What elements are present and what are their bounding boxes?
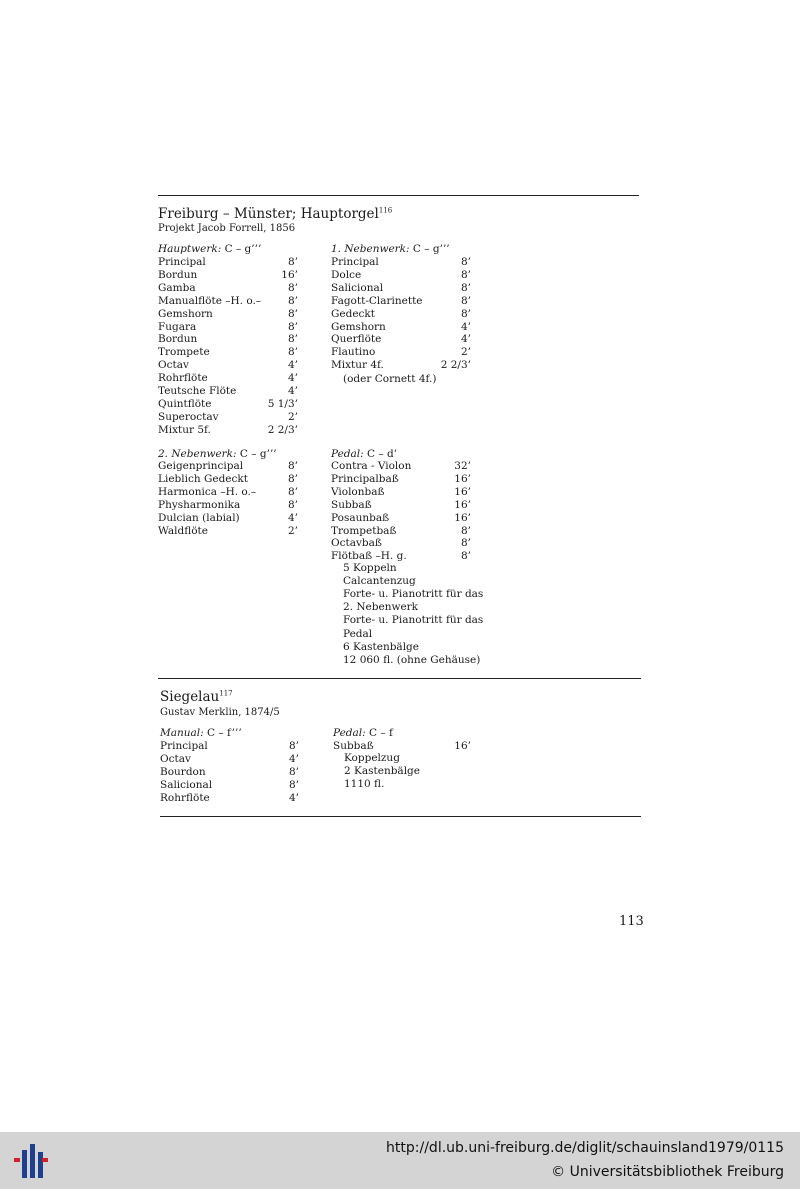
- note-line: 2. Nebenwerk: [343, 601, 419, 614]
- stop-name: Trompetbaß: [331, 524, 397, 537]
- stop-name: Gedeckt: [331, 307, 375, 320]
- stop-name: Mixtur 4f.: [331, 359, 384, 372]
- note-line: 2 Kastenbälge: [344, 765, 420, 777]
- stop-name: Bordun: [158, 268, 198, 281]
- stop-name: Principal: [331, 256, 379, 268]
- note-line: Koppelzug: [344, 752, 400, 764]
- stop-name: Bordun: [158, 333, 198, 346]
- nebenwerk1-note: (oder Cornett 4f.): [343, 373, 437, 385]
- middle-rule: [158, 678, 641, 679]
- stop-size: 2’: [287, 524, 298, 537]
- section1-footnote-ref: 116: [378, 206, 393, 215]
- stop-size: 8’: [460, 307, 471, 320]
- stop-name: Octavbaß: [331, 537, 382, 550]
- stop-name: Principal: [160, 740, 208, 752]
- stop-size: 8’: [287, 294, 298, 307]
- stop-name: Principalbaß: [331, 472, 399, 485]
- stop-size: 8’: [287, 281, 298, 294]
- stop-size: 8’: [287, 256, 298, 268]
- stop-name: Manualflöte –H. o.–: [158, 294, 262, 307]
- stop-size: 2 2/3’: [267, 423, 298, 436]
- stop-name: Contra - Violon: [331, 460, 412, 472]
- stop-name: Subbaß: [333, 740, 374, 752]
- bottom-rule: [160, 816, 641, 817]
- section2-title: Siegelau$^{117}$: [160, 689, 233, 705]
- stop-size: 4’: [460, 320, 471, 333]
- pedal2-heading: Pedal: C – f: [333, 727, 393, 739]
- stop-size: 8’: [288, 779, 299, 791]
- stop-name: Fagott-Clarinette: [331, 294, 423, 307]
- stop-name: Rohrflöte: [158, 372, 208, 385]
- note-line: Pedal: [343, 627, 373, 640]
- nebenwerk2-heading: 2. Nebenwerk: C – g’’’: [158, 448, 277, 460]
- stop-size: 8’: [460, 550, 471, 563]
- stop-name: Violonbaß: [331, 485, 385, 498]
- stop-size: 8’: [287, 346, 298, 359]
- note-line: 1110 fl.: [344, 778, 385, 790]
- stop-name: Quintflöte: [158, 397, 212, 410]
- stop-name: Harmonica –H. o.–: [158, 485, 257, 498]
- stop-name: Geigenprincipal: [158, 460, 244, 472]
- stop-size: 16’: [454, 740, 471, 752]
- stop-name: Mixtur 5f.: [158, 423, 211, 436]
- stop-size: 8’: [460, 256, 471, 268]
- stop-size: 8’: [287, 307, 298, 320]
- stop-size: 8’: [287, 333, 298, 346]
- stop-name: Flautino: [331, 346, 376, 359]
- note-line: 5 Koppeln: [343, 562, 397, 574]
- pedal1-heading: Pedal: C – d’: [331, 448, 398, 460]
- stop-name: Flötbaß –H. g.: [331, 550, 407, 563]
- ub-freiburg-logo-icon: [10, 1142, 50, 1180]
- stop-name: Salicional: [331, 281, 384, 294]
- stop-name: Dulcian (labial): [158, 511, 240, 524]
- stop-name: Teutsche Flöte: [158, 385, 237, 397]
- footer-band: [0, 1132, 800, 1189]
- hauptwerk-heading: Hauptwerk: C – g’’’: [158, 243, 262, 255]
- stop-size: 2’: [287, 410, 298, 423]
- page-number: 113: [619, 914, 644, 929]
- stop-size: 8’: [287, 498, 298, 511]
- stop-name: Trompete: [158, 346, 210, 359]
- footer-copyright: © Universitätsbibliothek Freiburg: [551, 1164, 784, 1180]
- stop-name: Physharmonika: [158, 498, 241, 511]
- stop-name: Superoctav: [158, 410, 219, 423]
- note-line: Forte- u. Pianotritt für das: [343, 614, 484, 627]
- section1-subtitle: Projekt Jacob Forrell, 1856: [158, 223, 296, 234]
- stop-name: Octav: [158, 359, 189, 372]
- stop-size: 8’: [288, 766, 299, 778]
- note-line: Calcantenzug: [343, 575, 416, 588]
- stop-name: Fugara: [158, 320, 197, 333]
- footer-url-link[interactable]: http://dl.ub.uni-freiburg.de/diglit/schauinsland1979/0115: [386, 1140, 784, 1156]
- section2-footnote-ref: 117: [219, 689, 233, 698]
- stop-size: 8’: [287, 320, 298, 333]
- stop-size: 8’: [460, 524, 471, 537]
- stop-size: 8’: [287, 485, 298, 498]
- stop-name: Principal: [158, 256, 206, 268]
- stop-size: 4’: [287, 511, 298, 524]
- stop-name: Waldflöte: [158, 524, 208, 537]
- stop-name: Lieblich Gedeckt: [158, 472, 248, 485]
- stop-name: Salicional: [160, 779, 213, 791]
- stop-name: Bourdon: [160, 766, 206, 778]
- stop-size: 16’: [454, 498, 471, 511]
- stop-name: Rohrflöte: [160, 792, 210, 804]
- stop-size: 16’: [454, 472, 471, 485]
- section2-subtitle: Gustav Merklin, 1874/5: [160, 707, 280, 718]
- stop-size: 4’: [460, 333, 471, 346]
- stop-size: 8’: [460, 281, 471, 294]
- manual-heading: Manual: C – f’’’: [160, 727, 242, 739]
- stop-size: 16’: [281, 268, 298, 281]
- stop-size: 4’: [287, 385, 298, 397]
- stop-name: Gamba: [158, 281, 196, 294]
- stop-size: 2’: [460, 346, 471, 359]
- note-line: 6 Kastenbälge: [343, 640, 419, 653]
- stop-name: Gemshorn: [158, 307, 213, 320]
- stop-size: 4’: [288, 753, 299, 765]
- stop-size: 8’: [288, 740, 299, 752]
- stop-size: 5 1/3’: [267, 397, 298, 410]
- stop-name: Octav: [160, 753, 191, 765]
- stop-size: 8’: [460, 537, 471, 550]
- stop-name: Querflöte: [331, 333, 382, 346]
- stop-size: 4’: [287, 372, 298, 385]
- note-line: Forte- u. Pianotritt für das: [343, 588, 484, 601]
- stop-size: 8’: [460, 294, 471, 307]
- stop-name: Dolce: [331, 268, 362, 281]
- section1-title: Freiburg – Münster; Hauptorgel$^{116}$: [158, 206, 393, 222]
- stop-size: 32’: [454, 460, 471, 472]
- stop-size: 16’: [454, 485, 471, 498]
- stop-size: 4’: [288, 792, 299, 804]
- nebenwerk1-heading: 1. Nebenwerk: C – g’’’: [331, 243, 450, 255]
- stop-name: Gemshorn: [331, 320, 386, 333]
- stop-size: 8’: [460, 268, 471, 281]
- stop-size: 2 2/3’: [440, 359, 471, 372]
- top-rule: [158, 195, 639, 196]
- stop-name: Subbaß: [331, 498, 372, 511]
- stop-size: 4’: [287, 359, 298, 372]
- stop-size: 8’: [287, 472, 298, 485]
- stop-size: 8’: [287, 460, 298, 472]
- stop-name: Posaunbaß: [331, 511, 390, 524]
- stop-size: 16’: [454, 511, 471, 524]
- note-line: 12 060 fl. (ohne Gehäuse): [343, 653, 481, 666]
